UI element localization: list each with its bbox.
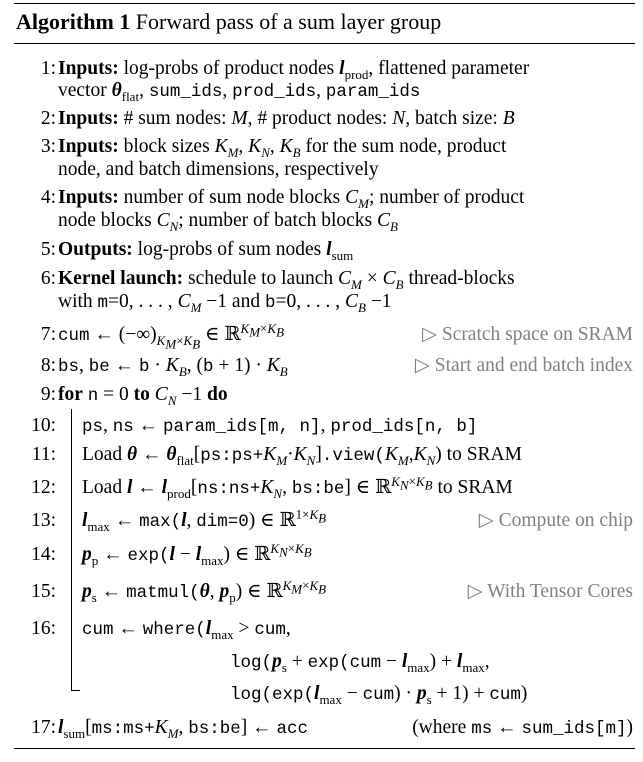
keyword: Inputs:: [58, 108, 119, 129]
line-number: 5:: [40, 239, 56, 260]
line-body: Inputs: # sum nodes: M, # product nodes: N, batch size: B: [58, 108, 515, 129]
keyword: Kernel launch:: [58, 268, 184, 289]
text: for the sum node, product: [300, 136, 507, 157]
line-9: [14, 383, 635, 409]
text: ,: [222, 80, 233, 101]
line-body: cum ← $(-\infty)_{K_M\times K_B}$ ∈ ℝ$^{K_M\times K_B}$: [58, 320, 285, 352]
line-body: node blocks $C_N$; number of batch blocks $C_B$: [58, 210, 398, 234]
line-14: [14, 540, 635, 569]
line-body: Outputs: log-probs of sum nodes $l_{sum}$: [58, 239, 354, 263]
line-body: Load θ ← $\theta_{flat}[ps:ps+K_M\cdot K_N].view(K_M,K_N)$ to SRAM: [82, 444, 522, 468]
text: Load: [82, 477, 123, 498]
text: ,: [139, 80, 149, 101]
keyword: Inputs:: [58, 58, 119, 79]
line-number: 9:: [40, 384, 56, 405]
line-number: 6:: [40, 268, 56, 289]
line-2: [14, 107, 635, 133]
code: sum_ids: [148, 82, 223, 102]
text: block sizes: [123, 136, 215, 157]
code: prod_ids: [232, 82, 317, 102]
text: Scratch space on SRAM: [441, 324, 633, 345]
line-body: cum ← $where(l_{max}$ > cum,: [82, 618, 291, 642]
line-body: $p_p$ ← $\exp(l - l_{max})$ ∈ ℝ$^{K_N\times K_B}$: [82, 540, 312, 568]
line-body: $\log(\exp(l_{max} - cum) \cdot p_s + 1) + cum$): [230, 683, 528, 707]
comment: ▷ With Tensor Cores: [467, 581, 633, 602]
line-number: 13:: [31, 510, 56, 531]
line-3-cont: [14, 158, 635, 184]
text: vector: [58, 80, 112, 101]
line-5: [14, 238, 635, 264]
text: Compute on chip: [498, 510, 633, 531]
text: , flattened parameter: [368, 58, 530, 79]
comment: ▷ Scratch space on SRAM: [421, 324, 633, 345]
text: , # product nodes:: [247, 108, 393, 129]
line-number: 7:: [40, 324, 56, 345]
line-body: Inputs: log-probs of product nodes $l_{prod}$, flattened parameter: [58, 58, 530, 82]
text: ,: [316, 80, 326, 101]
line-16: [14, 617, 635, 643]
keyword: Inputs:: [58, 136, 119, 157]
comment: ▷ Compute on chip: [478, 510, 633, 531]
text: to SRAM: [437, 477, 513, 498]
line-number: 2:: [40, 108, 56, 129]
line-body: $p_s$ ← matmul(θ, $p_p$) ∈ ℝ$^{K_M\times K_B}$: [82, 577, 327, 605]
line-body: vector $\theta_{flat}$, sum_ids, prod_ids, param_ids: [58, 80, 421, 104]
caption-rule: [14, 43, 635, 44]
text: log-probs of sum nodes: [137, 239, 327, 260]
text: to SRAM: [446, 444, 522, 465]
comment: ▷ Start and end batch index: [414, 355, 633, 376]
line-number: 14:: [31, 544, 56, 565]
text: (where: [412, 717, 472, 738]
line-6-cont: [14, 290, 635, 316]
line-number: 11:: [31, 444, 56, 465]
line-16-cont-2: [14, 682, 635, 708]
text: thread-blocks: [403, 268, 515, 289]
line-number: 16:: [31, 618, 56, 639]
algorithm-title: Forward pass of a sum layer group: [135, 9, 442, 34]
algorithm-caption: [16, 9, 633, 35]
line-10: [14, 414, 635, 440]
text: node blocks: [58, 210, 157, 231]
keyword: do: [206, 384, 228, 405]
line-13: [14, 506, 635, 535]
line-17-note: (where ms ← sum_ids[m]): [412, 717, 633, 739]
line-8: [14, 354, 635, 380]
keyword: for: [58, 384, 83, 405]
line-number: 10:: [31, 415, 56, 436]
line-body: $l_{max}$ ← max(l, dim=0) ∈ ℝ$^{1\times K_B}$: [82, 506, 327, 534]
top-rule: [14, 3, 635, 4]
text: number of sum node blocks: [123, 187, 346, 208]
line-number: 4:: [40, 187, 56, 208]
text: # sum nodes:: [123, 108, 232, 129]
text: ; number of product: [368, 187, 525, 208]
line-number: 3:: [40, 136, 56, 157]
text: ; number of batch blocks: [178, 210, 378, 231]
text: With Tensor Cores: [487, 581, 633, 602]
text: Start and end batch index: [434, 355, 633, 376]
text: Load: [82, 444, 123, 465]
line-body: Inputs: block sizes $K_M$, $K_N$, $K_B$ for the sum node, product: [58, 136, 507, 160]
line-15: [14, 577, 635, 606]
line-17: [14, 716, 635, 742]
line-number: 17:: [31, 717, 56, 738]
text: and: [227, 291, 265, 312]
line-number: 1:: [40, 58, 56, 79]
line-number: 8:: [40, 355, 56, 376]
line-body: Load l ← $l_{prod}[ns:ns+K_N$, bs:be] ∈ ℝ$^{K_N\times K_B}$ to SRAM: [82, 473, 513, 501]
line-body: Inputs: number of sum node blocks $C_M$; number of product: [58, 187, 525, 211]
line-number: 12:: [31, 477, 56, 498]
keyword: Inputs:: [58, 187, 119, 208]
text: log-probs of product nodes: [123, 58, 340, 79]
algorithm-label: Algorithm 1: [16, 9, 131, 34]
line-body: for n = 0 to $C_N -1$ do: [58, 384, 228, 408]
keyword: Outputs:: [58, 239, 133, 260]
line-body: bs, be ← $b \cdot K_B$, $(b + 1) \cdot K_B$: [58, 355, 288, 379]
line-body: ps, ns ← param_ids[m, n], prod_ids[n, b]: [82, 415, 478, 437]
line-body: Kernel launch: schedule to launch $C_M \times C_B$ thread-blocks: [58, 268, 515, 292]
line-body: with m=0, . . . , $C_M -1$ and b=0, . . . , $C_B -1$: [58, 291, 392, 315]
line-1-cont: [14, 79, 635, 105]
keyword: to: [133, 384, 150, 405]
line-16-cont-1: [14, 650, 635, 676]
text: with: [58, 291, 98, 312]
text: , batch size:: [405, 108, 503, 129]
line-body: $\log(p_s + \exp(cum - l_{max}) + l_{max}$,: [230, 651, 490, 675]
line-number: 15:: [31, 581, 56, 602]
line-body: $l_{sum}[ms:ms+K_M$, bs:be] ← acc: [58, 717, 308, 741]
line-11: [14, 443, 635, 469]
line-7: [14, 320, 635, 352]
line-12: [14, 473, 635, 502]
line-body: node, and batch dimensions, respectively: [58, 159, 379, 180]
code: param_ids: [325, 82, 421, 102]
bottom-rule: [14, 748, 635, 749]
line-4-cont: [14, 209, 635, 235]
text: schedule to launch: [188, 268, 338, 289]
